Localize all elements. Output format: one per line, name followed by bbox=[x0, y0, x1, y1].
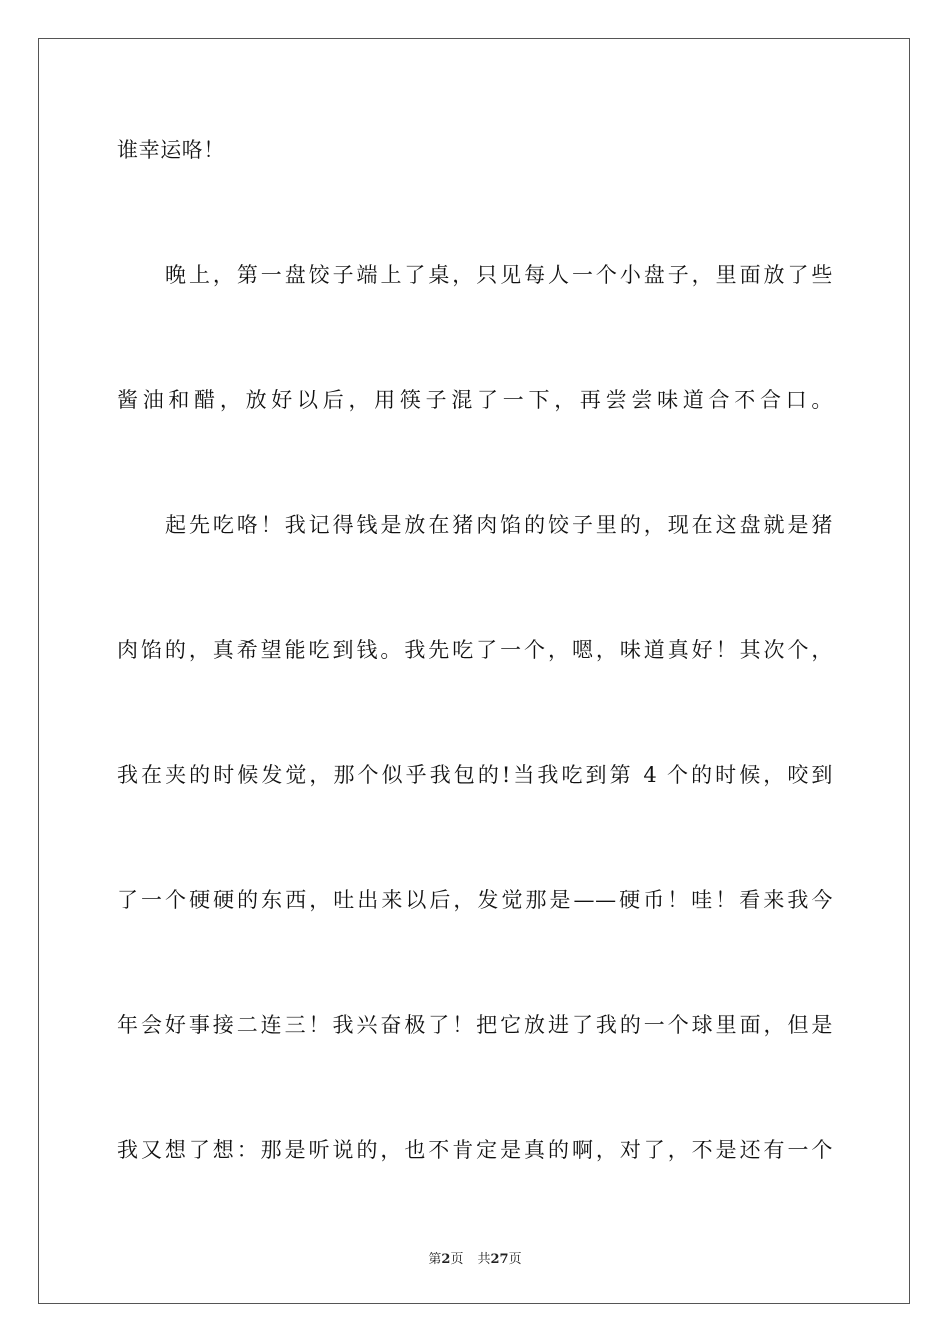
page-frame bbox=[38, 38, 910, 1304]
text-line-8: 年会好事接二连三！我兴奋极了！把它放进了我的一个球里面，但是 bbox=[117, 1013, 833, 1037]
text-line-4: 起先吃咯！我记得钱是放在猪肉馅的饺子里的，现在这盘就是猪 bbox=[165, 513, 833, 537]
page-suffix: 页 bbox=[450, 1252, 464, 1267]
text-line-6: 我在夹的时候发觉，那个似乎我包的!当我吃到第 4 个的时候，咬到 bbox=[117, 763, 833, 787]
total-suffix: 页 bbox=[508, 1252, 522, 1267]
text-line-3: 酱油和醋，放好以后，用筷子混了一下，再尝尝味道合不合口。 bbox=[117, 388, 833, 412]
page-prefix: 第 bbox=[428, 1252, 442, 1267]
page-footer bbox=[0, 1248, 950, 1267]
total-prefix: 共 bbox=[477, 1252, 491, 1267]
text-line-9: 我又想了想：那是听说的，也不肯定是真的啊，对了，不是还有一个 bbox=[117, 1138, 833, 1162]
text-line-2: 晚上，第一盘饺子端上了桌，只见每人一个小盘子，里面放了些 bbox=[165, 263, 833, 287]
text-line-7: 了一个硬硬的东西，吐出来以后，发觉那是——硬币！哇！看来我今 bbox=[117, 888, 833, 912]
text-line-5: 肉馅的，真希望能吃到钱。我先吃了一个，嗯，味道真好！其次个， bbox=[117, 638, 833, 662]
total-pages: 27 bbox=[490, 1252, 509, 1267]
text-line-1: 谁幸运咯！ bbox=[117, 138, 225, 162]
page-number: 2 bbox=[441, 1252, 451, 1267]
